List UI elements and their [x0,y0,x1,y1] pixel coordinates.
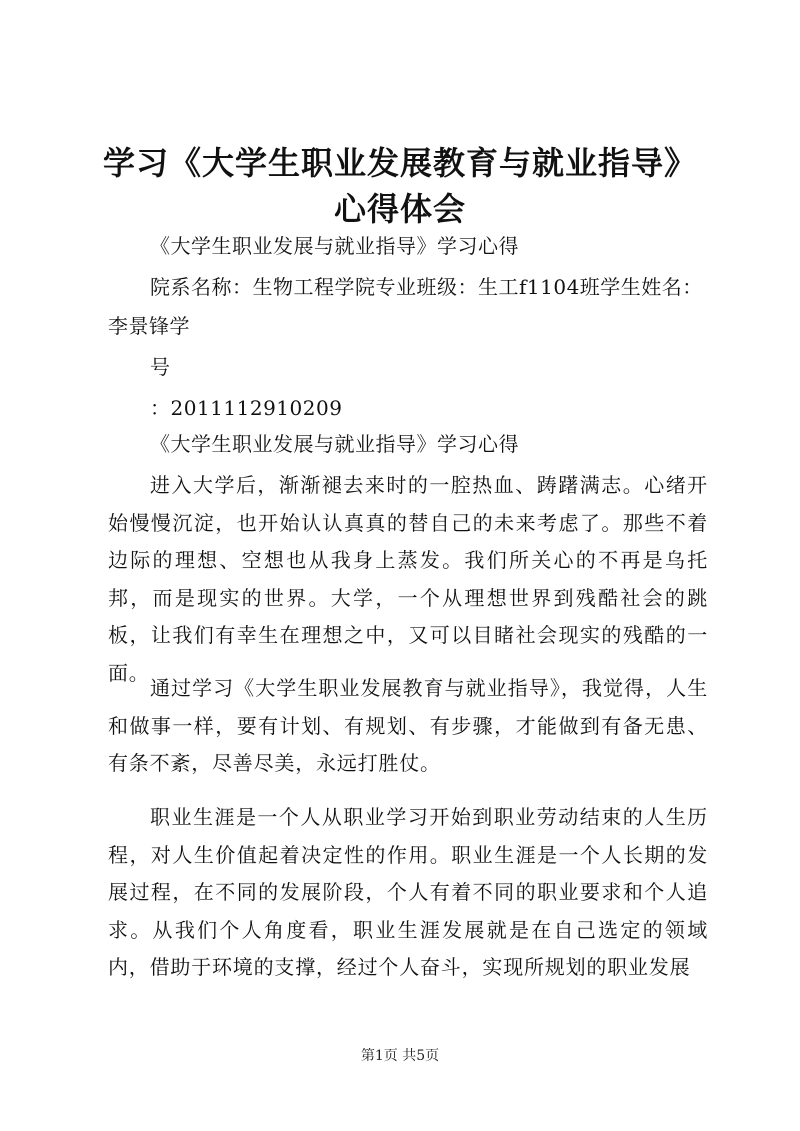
page-title: 学习《大学生职业发展教育与就业指导》心得体会 [102,144,697,228]
body-paragraph: 通过学习《大学生职业发展教育与就业指导》，我觉得，人生和做事一样，要有计划、有规划、有步骤，才能做到有备无患、有条不紊，尽善尽美，永远打胜仗。 [108,676,708,775]
student-info-line: 院系名称：生物工程学院专业班级：生工f1104班学生姓名： [150,275,703,299]
student-id-label: 号 [150,355,171,379]
subtitle-line-repeat: 《大学生职业发展与就业指导》学习心得 [150,432,519,456]
subtitle-line: 《大学生职业发展与就业指导》学习心得 [150,234,519,258]
student-info-continuation: 李景锋学 [108,314,190,338]
page-number-footer: 第1页 共5页 [360,1048,440,1064]
body-paragraph: 进入大学后，渐渐褪去来时的一腔热血、踌躇满志。心绪开始慢慢沉淀，也开始认认真真的替自己的未来考虑了。那些不着边际的理想、空想也从我身上蒸发。我们所关心的不再是乌托邦，而是现实的世界。大学，一个从理想世界到残酷社会的跳板，让我们有幸生在理想之中，又可以目睹社会现实的残酷的一面。 [108,473,708,685]
student-id-value: ：2011112910209 [150,396,343,420]
body-paragraph: 职业生涯是一个人从职业学习开始到职业劳动结束的人生历程，对人生价值起着决定性的作用。职业生涯是一个人长期的发展过程，在不同的发展阶段，个人有着不同的职业要求和个人追求。从我们个人角度看，职业生涯发展就是在自己选定的领域内，借助于环境的支撑，经过个人奋斗，实现所规划的职业发展 [108,805,708,979]
